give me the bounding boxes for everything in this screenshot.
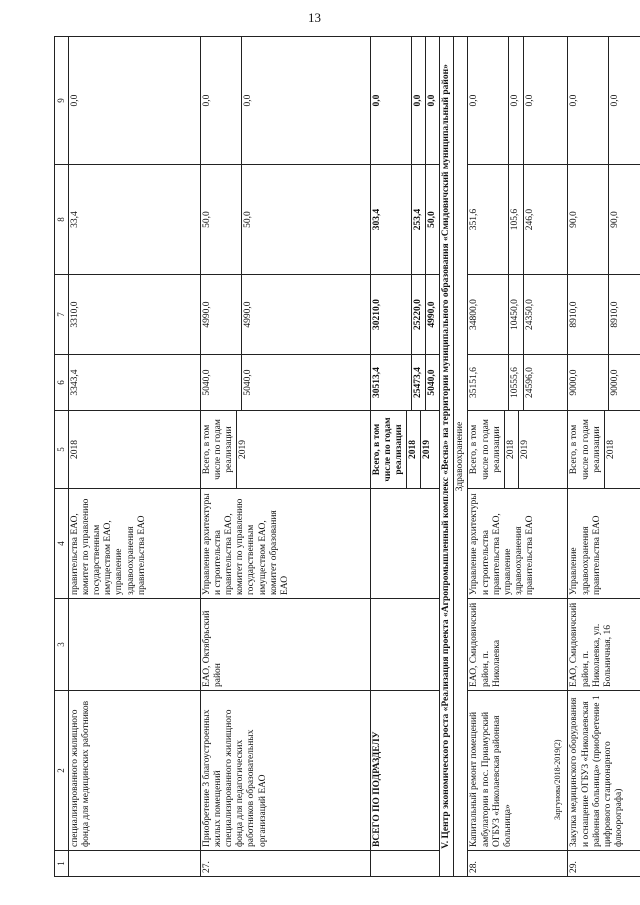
- value: 0,0: [469, 94, 480, 107]
- value: 90,0: [609, 165, 623, 274]
- total-label: Всего, в том числе по годам реализации: [569, 419, 602, 480]
- subtotal-label: ВСЕГО ПО ПОДРАЗДЕЛУ: [370, 691, 439, 851]
- item-name: специализированного жилищного фонда для медицинских работников: [68, 691, 200, 851]
- value: 5040,0: [425, 355, 439, 410]
- col-header: 1: [55, 851, 69, 877]
- subtotal-row: [370, 37, 439, 877]
- executor: правительства ЕАО, комитет по управлению государственным имуществом ЕАО, управление здравоохранения правительства ЕАО: [68, 489, 200, 599]
- place: ЕАО, Смидовичский район, п. Николаевка: [468, 599, 568, 691]
- value: 8910,0: [609, 275, 623, 354]
- row-number: 28.: [468, 851, 568, 877]
- value: 0,0: [68, 37, 200, 165]
- value: 246,0: [523, 165, 537, 274]
- value: 3310,0: [68, 275, 200, 355]
- value: 3343,4: [68, 355, 200, 411]
- value: 25220,0: [411, 275, 425, 354]
- value: 4990,0: [201, 301, 212, 328]
- year: 2018: [68, 411, 200, 489]
- value: 351,6: [469, 208, 480, 231]
- value: 24350,0: [523, 275, 537, 354]
- value: 90,0: [569, 211, 580, 228]
- col-header: 7: [55, 275, 69, 355]
- value: 0,0: [509, 37, 523, 164]
- item-name: Капитальный ремонт помещений амбулатории в пос. Приамурский ОГБУЗ «Николаевская районная больница»: [468, 691, 568, 851]
- value: 9000,0: [609, 355, 623, 410]
- value: 9000,0: [569, 369, 580, 396]
- year: 2018: [407, 411, 421, 488]
- value: 253,4: [411, 165, 425, 274]
- value: 10555,6: [509, 355, 523, 410]
- value: 25473,4: [411, 355, 425, 410]
- value: 35151,6: [469, 367, 480, 398]
- value: 30210,0: [371, 299, 382, 330]
- value: 4990,0: [241, 275, 255, 354]
- col-header: 6: [55, 355, 69, 411]
- place: ЕАО, Смидовичский район, п. Николаевка, ул. Больничная, 16: [568, 599, 640, 691]
- col-header: 3: [55, 599, 69, 691]
- column-number-row: [55, 37, 69, 877]
- value: 30513,4: [371, 367, 382, 398]
- value: 50,0: [201, 211, 212, 228]
- rotated-table-sheet: [54, 37, 625, 877]
- subsection-title: Здравоохранение: [454, 37, 468, 877]
- table-row: [568, 37, 640, 877]
- value: 5040,0: [201, 369, 212, 396]
- value: 105,6: [509, 165, 523, 274]
- col-header: 5: [55, 411, 69, 489]
- value: 0,0: [371, 94, 382, 107]
- col-header: 8: [55, 165, 69, 275]
- year: 2018: [605, 411, 619, 488]
- executor: Управление здравоохранения правительства ЕАО: [568, 489, 640, 599]
- place: ЕАО, Октябрьский район: [200, 599, 370, 691]
- value: 0,0: [241, 37, 255, 164]
- value: 10450,0: [509, 275, 523, 354]
- executor: Управление архитектуры и строительства правительства ЕАО, комитет по управлению государственным имуществом ЕАО, комитет образования ЕАО: [200, 489, 370, 599]
- executor: Управление архитектуры и строительства правительства ЕАО, управление здравоохранения правительства ЕАО: [468, 489, 568, 599]
- col-header: 9: [55, 37, 69, 165]
- value: 8910,0: [569, 301, 580, 328]
- value: 0,0: [425, 37, 439, 164]
- page-number: 13: [308, 10, 321, 25]
- total-label: Всего, в том числе по годам реализации: [469, 419, 502, 480]
- subsection-heading-row: [454, 37, 468, 877]
- section-title: V. Центр экономического роста «Реализация проекта «Агропромышленный комплекс «Весна» на территории муниципального образования «Смидовичский муниципальный район»: [440, 37, 454, 877]
- document-footer: Заргунова/2018-2019(2): [553, 739, 563, 820]
- item-name: Закупка медицинского оборудования и оснащение ОГБУЗ «Николаевская районная больница» (приобретение 1 цифрового стационарного флюорографа): [568, 691, 640, 851]
- col-header: 4: [55, 489, 69, 599]
- value: 24596,0: [523, 355, 537, 410]
- total-label: Всего, в том числе по годам реализации: [201, 419, 235, 480]
- year: 2018: [505, 411, 519, 488]
- value: 50,0: [241, 165, 255, 274]
- value: 0,0: [201, 94, 212, 107]
- table-row: [200, 37, 370, 877]
- item-name: Приобретение 3 благоустроенных жилых помещений специализированного жилищного фонда для педагогических работников образовательных организаций ЕАО: [200, 691, 370, 851]
- table-row: [68, 37, 200, 877]
- value: 50,0: [425, 165, 439, 274]
- value: 34800,0: [469, 299, 480, 330]
- value: 4990,0: [425, 275, 439, 354]
- value: 0,0: [569, 94, 580, 107]
- year: 2019: [237, 411, 251, 488]
- value: 0,0: [523, 37, 537, 164]
- value: 5040,0: [241, 355, 255, 410]
- year: 2019: [519, 411, 533, 488]
- total-label: Всего, в том числе по годам реализации: [371, 417, 405, 482]
- year: 2019: [421, 411, 435, 488]
- row-number: 29.: [568, 851, 640, 877]
- value: 33,4: [68, 165, 200, 275]
- col-header: 2: [55, 691, 69, 851]
- row-number: 27.: [200, 851, 370, 877]
- value: 0,0: [411, 37, 425, 164]
- section-heading-row: [440, 37, 454, 877]
- value: 303,4: [371, 208, 382, 231]
- value: 0,0: [609, 37, 623, 164]
